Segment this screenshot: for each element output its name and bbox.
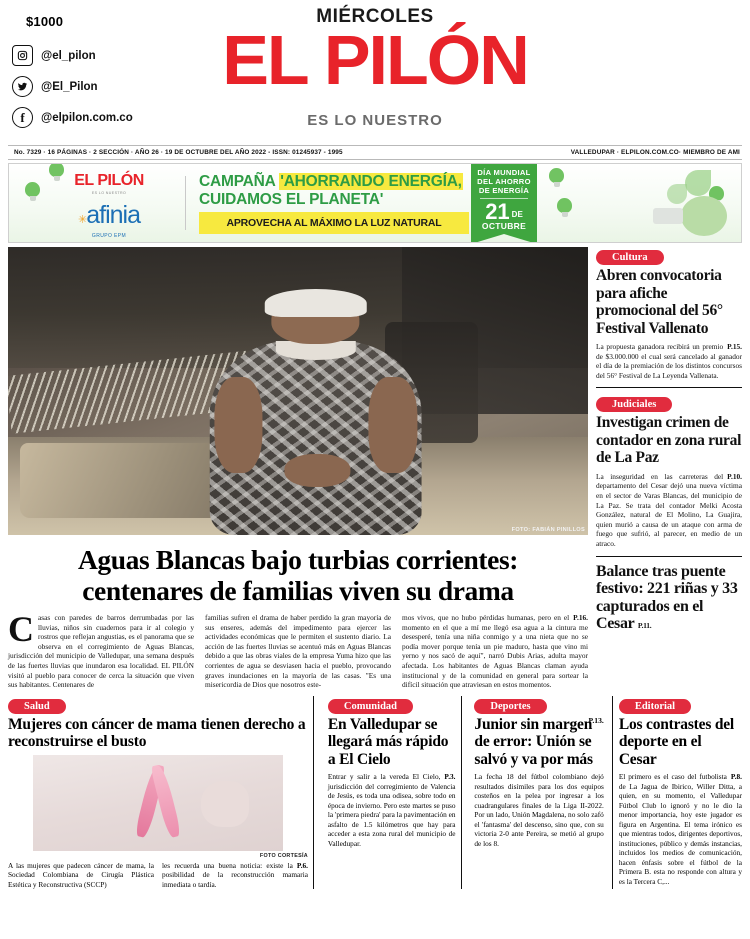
lead-page-ref[interactable]: P.16. [573, 613, 588, 622]
editorial-page-ref[interactable]: P.8. [730, 772, 743, 782]
section-badge-comunidad[interactable]: Comunidad [328, 699, 413, 714]
main-content [8, 247, 742, 690]
lead-body-text-1: asas con paredes de barros derrumbadas por las lluvias, niños sin cuadernos para ir al colegio y rostros que reflejan angustias, es el panorama que se observa en el corregimiento de Aguas Blancas, jurisdicción del municipio de Valledupar, una semana después de las fuertes lluvias que inundaron esa localidad. EL PILÓN visitó al pueblo para conocer de cerca la situación que viven sus habitantes. Centenares de [8, 613, 194, 690]
publisher-details: VALLEDUPAR · ELPILON.COM.CO· MIEMBRO DE AMI [570, 149, 740, 156]
issue-info-bar [0, 146, 750, 159]
ad-divider [185, 176, 186, 230]
lead-story-photo [8, 247, 588, 535]
masthead [0, 0, 750, 145]
lead-story-column [8, 247, 588, 690]
ad-headline-line1: CAMPAÑA 'AHORRANDO ENERGÍA, [199, 173, 462, 190]
ad-date-ribbon [471, 164, 537, 234]
ad-sponsor-name: ✳afinia [78, 201, 140, 229]
salud-headline[interactable]: Mujeres con cáncer de mama tienen derecho a reconstruirse el busto [8, 715, 306, 751]
ad-publisher-logo [39, 172, 179, 239]
balance-page-ref[interactable]: P.11. [637, 621, 652, 631]
cultura-headline[interactable]: Abren convocatoria para afiche promocional del 56° Festival Vallenato [596, 267, 723, 337]
judiciales-page-ref[interactable]: P.10. [727, 471, 742, 481]
newspaper-slogan: ES LO NUESTRO [307, 112, 443, 129]
cultura-body: P.15. La propuesta ganadora recibirá un premio de $3.000.000 el cual será cancelado al ganador el día de la premiación de los distintos concursos del 56° Festival de La Leyenda Vallenata. [596, 342, 742, 380]
right-rail [596, 247, 742, 690]
section-badge-deportes[interactable]: Deportes [474, 699, 546, 714]
rail-section-balance [596, 563, 742, 635]
newspaper-logo: EL PILÓN [222, 21, 528, 99]
section-badge-salud[interactable]: Salud [8, 699, 66, 714]
lead-body-column-1 [8, 609, 194, 690]
photo-credit: FOTO: FABIÁN PINILLOS [511, 527, 585, 533]
comunidad-page-ref[interactable]: P.3. [444, 772, 456, 782]
judiciales-body: P.10. La inseguridad en las carreteras del departamento del Cesar dejó una nueva víctima en el sector de Varas Blancas, del municipio de La Paz. Se trata del contador Melki Acosta González, natural de El Molino, La Guajira, quien murió a causa de un ataque con arma de fuego que sufrió, al parecer, en medio de un atraco. [596, 471, 742, 549]
ad-big-bulb-icon [653, 196, 727, 236]
section-header-editorial [619, 696, 742, 711]
publication-weekday: MIÉRCOLES [316, 6, 434, 27]
salud-body-col2: P.6. les recuerda una buena noticia: existe la posibilidad de la reconstrucción mamaria inmediata o tardía. [162, 860, 308, 889]
bottom-section-deportes [474, 696, 603, 890]
bottom-section-comunidad [328, 696, 456, 890]
cover-price: $1000 [26, 14, 64, 29]
ad-message [199, 173, 469, 234]
section-header-deportes [474, 696, 603, 711]
bottom-section-salud [8, 696, 308, 890]
rail-divider-1 [596, 387, 742, 388]
bulb-decoration-icon [557, 198, 572, 218]
cultura-page-ref[interactable]: P.15. [727, 342, 742, 351]
section-badge-editorial[interactable]: Editorial [619, 699, 691, 714]
bottom-divider-1 [313, 696, 314, 890]
bulb-decoration-icon [549, 168, 564, 188]
photo-subject [205, 296, 425, 535]
lead-body-column-2 [205, 613, 391, 690]
ad-subheadline-bar [199, 212, 469, 234]
section-header-salud [8, 696, 308, 711]
ad-sponsor-sub: GRUPO EPM [91, 233, 127, 239]
rail-section-cultura [596, 247, 742, 380]
lead-headline [8, 544, 588, 606]
deportes-page-ref[interactable]: P.13. [588, 715, 604, 725]
deportes-headline[interactable]: Junior sin margen de error: Unión se salvó y va por más [474, 715, 593, 768]
salud-photo [33, 755, 283, 851]
salud-body-col1: A las mujeres que padecen cáncer de mama, la Sociedad Colombiana de Cirugía Plástica Estética y Reconstructiva (SCCP) [8, 860, 154, 889]
ad-headline-line2: CUIDAMOS EL PLANETA' [199, 191, 384, 208]
balance-headline[interactable]: Balance tras puente festivo: 221 riñas y 33 capturados en el Cesar P.11. [596, 562, 738, 633]
ad-brand-name: EL PILÓN [74, 172, 144, 189]
comunidad-body: P.3. Entrar y salir a la vereda El Cielo, jurisdicción del corregimiento de Valencia de Jesús, es toda una odisea, sobre todo en época de invierno. Pero este martes se puso la 'primera piedra' para la pavimentación en asfalto de 1.5 kilómetros que hay para acceder a esta zona rural del municipio de Valledupar. [327, 772, 456, 848]
bulb-decoration-icon [25, 182, 40, 202]
editorial-headline[interactable]: Los contrastes del deporte en el Cesar [618, 715, 735, 768]
ad-ribbon-title: DÍA MUNDIAL DEL AHORRO DE ENERGÍA [477, 168, 531, 195]
afinia-sparkle-icon: ✳ [78, 214, 87, 226]
bottom-divider-2 [461, 696, 462, 890]
ad-ribbon-de: DE [511, 210, 523, 219]
lead-headline-line2: centenares de familias viven su drama [82, 575, 514, 606]
rail-divider-2 [596, 556, 742, 557]
rail-section-judiciales [596, 394, 742, 548]
lead-headline-line1: Aguas Blancas bajo turbias corrientes: [77, 544, 519, 575]
twitter-handle: @El_Pilon [41, 80, 98, 93]
section-badge-judiciales[interactable]: Judiciales [596, 397, 672, 412]
salud-page-ref[interactable]: P.6. [296, 860, 308, 870]
salud-body [8, 861, 308, 890]
facebook-icon: f [12, 107, 33, 128]
lead-story-body [8, 609, 588, 690]
section-badge-cultura[interactable]: Cultura [596, 250, 664, 265]
bottom-sections [8, 696, 742, 890]
bottom-section-editorial [612, 696, 742, 890]
facebook-handle: @elpilon.com.co [41, 111, 133, 124]
ad-illustration [621, 164, 741, 240]
ad-ribbon-day: 21 [485, 199, 510, 224]
ad-ribbon-month: OCTUBRE [481, 221, 527, 231]
issue-details: No. 7329 · 16 PÁGINAS · 2 SECCIÓN · AÑO 26 · 19 DE OCTUBRE DEL AÑO 2022 - ISSN: 01245937 - 1995 [14, 149, 343, 156]
section-header-cultura [596, 247, 742, 262]
ad-subheadline: APROVECHA AL MÁXIMO LA LUZ NATURAL [226, 217, 442, 229]
comunidad-headline[interactable]: En Valledupar se llegará más rápido a El Cielo [327, 715, 449, 768]
divider-below-info [8, 159, 742, 160]
salud-photo-credit: FOTO CORTESÍA [259, 852, 308, 859]
sponsor-ad-banner[interactable] [8, 163, 742, 243]
drop-cap: C [8, 609, 34, 649]
section-header-comunidad [328, 696, 456, 711]
instagram-handle: @el_pilon [41, 49, 96, 62]
lead-body-column-3 [402, 613, 588, 690]
ad-brand-slogan: ES LO NUESTRO [91, 191, 127, 195]
judiciales-headline[interactable]: Investigan crimen de contador en zona rural de La Paz [596, 414, 742, 467]
deportes-body: La fecha 18 del fútbol colombiano dejó resultados disímiles para los dos equipos costeños en la pelea por ingresar a los cuadrangulares finales de la Liga II-2022. Por un lado, Unión Magdalena, no solo zafó el 'fantasma' del descenso, sino que, con su victoria 2-0 ante Pereira, se metió al grupo de los 8. [474, 772, 604, 848]
section-header-judiciales [596, 394, 742, 409]
lead-body-text-3: mos vivos, que no hubo pérdidas humanas, pero en el momento en el que a mí me llegó esa agua a la cintura me desesperé, tenía una niña conmigo y a una nieta que no se podía mover porque tenía un pie maduro, hasta que vino mi yerno y nos sacó de aquí", narró Dubis Arias, adulta mayor afectada. Los habitantes de Aguas Blancas claman ayuda institucional y de la comunidad en general para sortear la difícil situación que atraviesan en estos momentos. [402, 613, 588, 690]
lead-body-text-2: familias sufren el drama de haber perdido la gran mayoría de sus enseres, además del impedimento para ejercer las actividades económicas que le permiten el sustento diario. La acción de las fuertes lluvias se acentuó más en Aguas Blancas debido a que las obras viales de la empresa Yuma hizo que las corrientes de agua se desviasen hacia el pueblo, provocando graves inundaciones en la mayoría de las casas. "Es una misericordia de Dios que nosotros este- [205, 613, 391, 690]
pink-ribbon-icon [143, 764, 173, 838]
editorial-body: P.8. El primero es el caso del futbolista de La Jagua de Ibirico, Willer Ditta, a quien, en su momento, el Valledupar Fútbol Club lo ignoró y no le dio la menor importancia, hoy este jugador es figura en Argentina. El tema irónico es que mientras todos, dirigentes deportivos, instituciones, público y demás instancias, incluidos los medios de comunicación, hacen énfasis sobre el fútbol de la Primera B. esta no responde con altura y es la Tercera C,... [618, 772, 743, 886]
